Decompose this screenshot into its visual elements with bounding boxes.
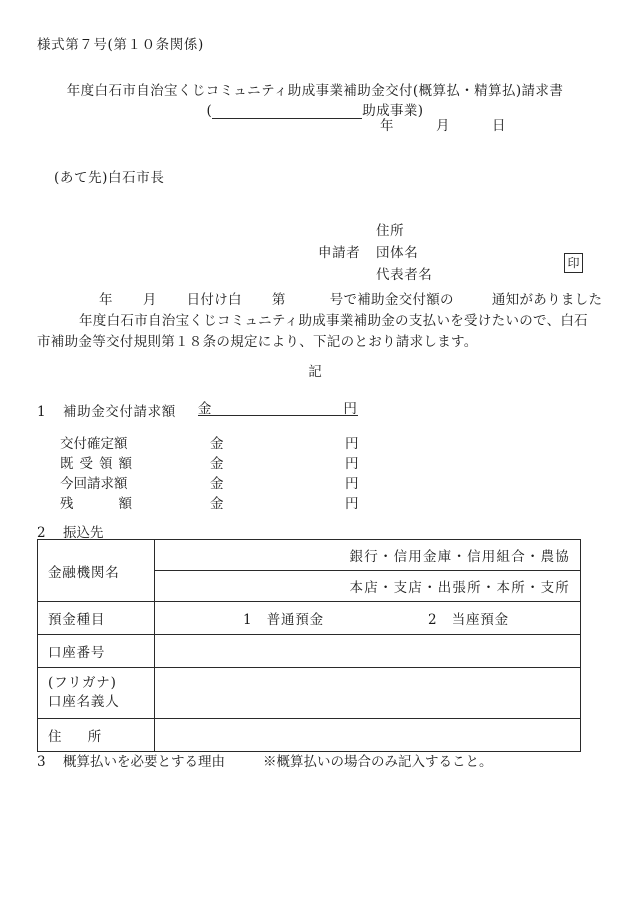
amount-unit-confirmed: 円 bbox=[345, 436, 359, 452]
institution-kinds-cell[interactable]: 銀行・信用金庫・信用組合・農協 bbox=[155, 540, 581, 571]
date-line bbox=[380, 114, 590, 134]
subtitle-open-paren: ( bbox=[206, 103, 213, 119]
body-line-2: 年度白石市自治宝くじコミュニティ助成事業補助金の支払いを受けたいので、白石 bbox=[79, 313, 588, 329]
applicant-representative-label: 代表者名 bbox=[376, 267, 433, 283]
item-3-label: 概算払いを必要とする理由 bbox=[63, 754, 225, 770]
furigana-label: (フリガナ) bbox=[48, 675, 117, 691]
body-month-label: 月 bbox=[142, 292, 157, 308]
item-1-amount-field[interactable] bbox=[198, 397, 358, 416]
item-1-yen-unit: 円 bbox=[343, 401, 357, 417]
item-2-number: 2 bbox=[37, 525, 46, 541]
date-day-label: 日 bbox=[492, 118, 506, 134]
item-2-label: 振込先 bbox=[63, 525, 104, 541]
institution-name-label: 金融機関名 bbox=[38, 540, 155, 602]
account-number-label: 口座番号 bbox=[38, 635, 155, 668]
body-line-3: 市補助金等交付規則第１８条の規定により、下記のとおり請求します。 bbox=[37, 334, 478, 350]
amount-mark-received: 金 bbox=[210, 456, 224, 472]
amount-mark-current: 金 bbox=[210, 476, 224, 492]
applicant-org-label: 団体名 bbox=[376, 245, 419, 261]
body-notice-text: 号で補助金交付額の bbox=[329, 292, 454, 308]
deposit-type-cell[interactable] bbox=[155, 602, 581, 635]
deposit-type-option-ordinary[interactable]: 1 普通預金 bbox=[243, 612, 324, 628]
project-name-blank[interactable] bbox=[212, 103, 362, 119]
item-1-yen-mark: 金 bbox=[197, 401, 212, 417]
account-number-cell[interactable] bbox=[155, 635, 581, 668]
item-1-number: 1 bbox=[37, 404, 46, 420]
ki-heading: 記 bbox=[308, 364, 322, 380]
form-number: 様式第７号(第１０条関係) bbox=[37, 37, 204, 53]
branch-kinds-cell[interactable]: 本店・支店・出張所・本所・支所 bbox=[155, 571, 581, 602]
applicant-address-label: 住所 bbox=[376, 223, 405, 239]
table-row-account-number bbox=[38, 635, 581, 668]
item-1-label: 補助金交付請求額 bbox=[63, 404, 176, 420]
body-paragraph bbox=[37, 290, 603, 353]
amount-mark-balance: 金 bbox=[210, 496, 224, 512]
address-label: 住 所 bbox=[38, 719, 155, 752]
account-holder-cell[interactable] bbox=[155, 668, 581, 719]
date-month-label: 月 bbox=[436, 118, 450, 134]
item-2-transfer-destination bbox=[37, 521, 104, 541]
account-holder-label bbox=[38, 668, 155, 719]
date-year-label: 年 bbox=[380, 118, 394, 134]
item-3-note: ※概算払いの場合のみ記入すること。 bbox=[263, 754, 493, 770]
body-line-1 bbox=[37, 290, 603, 311]
addressee: (あて先)白石市長 bbox=[54, 170, 165, 186]
seal-stamp-box: 印 bbox=[564, 253, 583, 273]
amount-label-confirmed: 交付確定額 bbox=[60, 436, 128, 452]
deposit-type-label: 預金種目 bbox=[38, 602, 155, 635]
amount-label-current: 今回請求額 bbox=[60, 476, 128, 492]
deposit-type-option-current[interactable]: 2 当座預金 bbox=[428, 612, 509, 628]
amount-label-received: 既 受 領 額 bbox=[60, 456, 132, 472]
table-row-institution-kinds bbox=[38, 540, 581, 571]
amount-unit-received: 円 bbox=[345, 456, 359, 472]
applicant-label: 申請者 bbox=[318, 245, 361, 261]
body-notice-date-label: 日付け白 bbox=[186, 292, 242, 308]
table-row-address bbox=[38, 719, 581, 752]
item-3-reason bbox=[37, 750, 493, 770]
account-holder-name-label: 口座名義人 bbox=[48, 694, 120, 710]
body-year-label: 年 bbox=[99, 292, 113, 308]
amount-unit-balance: 円 bbox=[345, 496, 359, 512]
item-1-request-amount bbox=[37, 397, 358, 420]
amount-label-balance: 残 額 bbox=[60, 496, 132, 512]
table-row-account-holder bbox=[38, 668, 581, 719]
amount-unit-current: 円 bbox=[345, 476, 359, 492]
address-cell[interactable] bbox=[155, 719, 581, 752]
body-notice-received: 通知がありました bbox=[491, 292, 603, 308]
document-title: 年度白石市自治宝くじコミュニティ助成事業補助金交付(概算払・精算払)請求書 bbox=[66, 83, 564, 99]
item-3-number: 3 bbox=[37, 754, 46, 770]
body-number-prefix: 第 bbox=[271, 292, 286, 308]
table-row-deposit-type bbox=[38, 602, 581, 635]
amount-mark-confirmed: 金 bbox=[210, 436, 224, 452]
subtitle-close: 助成事業) bbox=[362, 103, 424, 119]
bank-account-table bbox=[37, 539, 581, 752]
